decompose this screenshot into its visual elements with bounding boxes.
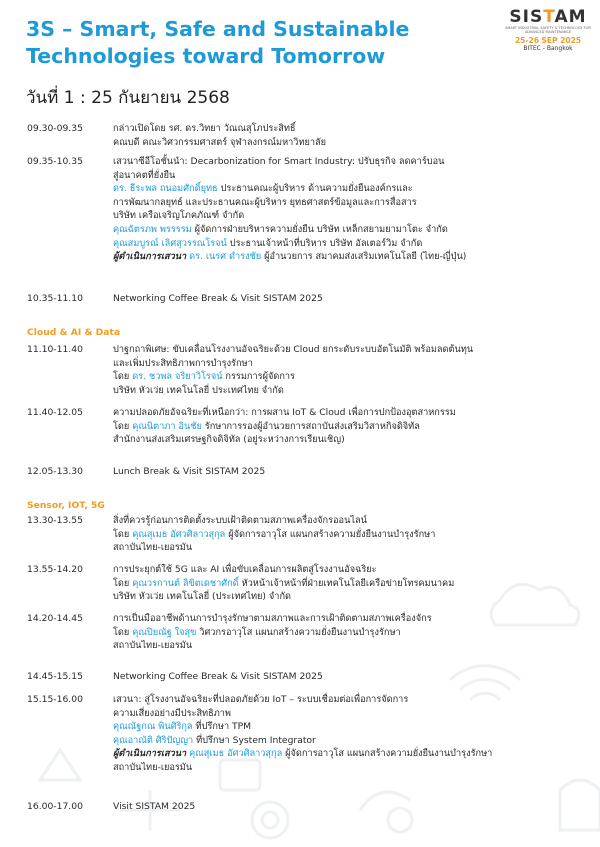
agenda-time: 11.10-11.40: [27, 344, 83, 355]
agenda-text: Lunch Break & Visit SISTAM 2025: [113, 466, 266, 477]
agenda-line: [113, 292, 600, 306]
agenda-line: [113, 541, 600, 555]
agenda-line: [113, 420, 600, 434]
agenda-line: [113, 670, 600, 684]
agenda-text: ปาฐกถาพิเศษ: ขับเคลื่อนโรงงานอัจฉริยะด้วย Cloud ยกระดับระบบอัตโนมัติ พร้อมลดต้นทุน: [113, 344, 474, 355]
section-label-sensor: Sensor, IOT, 5G: [27, 500, 105, 511]
speaker-name: คุณสุเมธ อัศวศิลาวสุกุล: [132, 528, 226, 540]
agenda-text: กรรมการผู้จัดการ: [222, 371, 295, 383]
speaker-name: คุณสมบูรณ์ เลิศสุวรรณโรจน์: [113, 237, 227, 249]
agenda-text: การประยุกต์ใช้ 5G และ AI เพื่อขับเคลื่อนการผลิตสู่โรงงานอัจฉริยะ: [113, 564, 377, 575]
agenda-line: [113, 639, 600, 653]
agenda-line: [113, 155, 600, 169]
agenda-description: [113, 612, 600, 653]
agenda-text: ความเสี่ยงอย่างมีประสิทธิภาพ: [113, 707, 231, 719]
agenda-text: เสวนา: สู่โรงงานอัจฉริยะที่ปลอดภัยด้วย IoT – ระบบเชื่อมต่อเพื่อการจัดการ: [113, 694, 409, 705]
agenda-time: 09.35-10.35: [27, 156, 83, 167]
agenda-time: 11.40-12.05: [27, 407, 83, 418]
agenda-time: 14.45-15.15: [27, 671, 83, 682]
agenda-text: และเพิ่มประสิทธิภาพการบำรุงรักษา: [113, 357, 253, 369]
agenda-line: [113, 223, 600, 237]
agenda-line: [113, 237, 600, 251]
agenda-line: [113, 734, 600, 748]
agenda-text: ประธานคณะผู้บริหาร ด้านความยั่งยืนองค์กรและ: [217, 183, 413, 195]
agenda-line: [113, 563, 600, 577]
agenda-line: [113, 800, 600, 814]
agenda-text: โดย: [113, 626, 133, 638]
agenda-text: การพัฒนากลยุทธ์ และประธานคณะผู้บริหาร ยุทธศาสตร์ข้อมูลและการสื่อสาร: [113, 196, 417, 208]
speaker-name: ดร. ชวพล จริยาวิโรจน์: [132, 371, 223, 383]
agenda-description: [113, 563, 600, 604]
agenda-description: [113, 465, 600, 479]
event-venue: BITEC - Bangkok: [523, 45, 573, 52]
speaker-name: คุณฉัตรภพ พรรรรม: [113, 223, 192, 235]
title-line-1: 3S – Smart, Safe and Sustainable: [26, 17, 410, 41]
agenda-text: สถาบันไทย-เยอรมัน: [113, 640, 193, 652]
agenda-text: หัวหน้าเจ้าหน้าที่ฝ่ายเทคโนโลยีเครือข่ายโทรคมนาคม: [238, 577, 455, 589]
speaker-name: คุณปิยณัฐ ใจสุข: [132, 626, 197, 638]
sistam-logo: [498, 8, 598, 53]
agenda-text: Networking Coffee Break & Visit SISTAM 2025: [113, 671, 323, 682]
section-label-cloud: Cloud & AI & Data: [27, 327, 121, 338]
agenda-time: 13.55-14.20: [27, 564, 83, 575]
agenda-line: [113, 250, 600, 264]
event-dates: 25-26 SEP 2025: [514, 36, 582, 45]
agenda-line: [113, 626, 600, 640]
moderator-label: ผู้ดำเนินการเสวนา: [113, 251, 187, 263]
agenda-line: [113, 528, 600, 542]
moderator-label: ผู้ดำเนินการเสวนา: [113, 748, 187, 760]
agenda-line: [113, 169, 600, 183]
agenda-description: [113, 514, 600, 555]
agenda-text: บริษัท หัวเว่ย เทคโนโลยี่ (ประเทศไทย) จำกัด: [113, 591, 291, 603]
agenda-text: ผู้จัดการอาวุโส แผนกสร้างความยั่งยืนงานบำรุงรักษา: [282, 748, 493, 760]
agenda-text: Visit SISTAM 2025: [113, 801, 196, 812]
agenda-line: [113, 612, 600, 626]
page-title: [26, 16, 409, 70]
agenda-time: 15.15-16.00: [27, 694, 83, 705]
agenda-text: ประธานเจ้าหน้าที่บริหาร บริษัท อัลเตอร์วิม จำกัด: [226, 237, 423, 249]
agenda-text: คณบดี คณะวิศวกรรมศาสตร์ จุฬาลงกรณ์มหาวิทยาลัย: [113, 136, 327, 148]
agenda-text: วิศวกรอาวุโส แผนกสร้างความยั่งยืนงานบำรุงรักษา: [196, 626, 401, 638]
agenda-text: สู่อนาคตที่ยั่งยืน: [113, 169, 176, 181]
agenda-text: การเป็นมืออาชีพด้านการบำรุงรักษาตามสภาพและการเฝ้าติดตามสภาพเครื่องจักร: [113, 613, 432, 624]
agenda-description: [113, 155, 600, 264]
agenda-description: [113, 670, 600, 684]
agenda-time: 14.20-14.45: [27, 613, 83, 624]
agenda-text: ผู้อำนวยการ สมาคมส่งเสริมเทคโนโลยี (ไทย-ญี่ปุ่น): [261, 251, 467, 263]
agenda-text: ที่ปรึกษา TPM: [192, 721, 252, 733]
agenda-line: [113, 357, 600, 371]
warning-icon: [40, 750, 80, 780]
logo-brand: SISTAM: [509, 7, 587, 27]
agenda-text: ผู้จัดการอาวุโส แผนกสร้างความยั่งยืนงานบำรุงรักษา: [225, 528, 436, 540]
agenda-line: [113, 182, 600, 196]
agenda-line: [113, 122, 600, 136]
speaker-name: คุณอาณัติ ศิริปัญญา: [113, 734, 194, 746]
agenda-text: ความปลอดภัยอัจฉริยะที่เหนือกว่า: การผสาน IoT & Cloud เพื่อการปกป้องอุตสาหกรรม: [113, 407, 456, 418]
agenda-line: [113, 761, 600, 775]
speaker-name: ดร. เนรศ ดำรงชัย: [186, 251, 262, 263]
agenda-line: [113, 465, 600, 479]
agenda-description: [113, 406, 600, 447]
agenda-description: [113, 693, 600, 775]
agenda-line: [113, 514, 600, 528]
agenda-line: [113, 433, 600, 447]
agenda-text: สถาบันไทย-เยอรมัน: [113, 542, 193, 554]
agenda-text: สำนักงานส่งเสริมเศรษฐกิจดิจิทัล (อยู่ระหว่างการเรียนเชิญ): [113, 434, 345, 446]
agenda-text: โดย: [113, 528, 133, 540]
agenda-line: [113, 343, 600, 357]
agenda-time: 16.00-17.00: [27, 801, 83, 812]
agenda-text: กล่าวเปิดโดย รศ. ดร.วิทยา วัณณสุโภประสิทธิ์: [113, 123, 296, 134]
agenda-line: [113, 693, 600, 707]
speaker-name: คุณนิตาภา อินชัย: [132, 420, 202, 432]
agenda-line: [113, 406, 600, 420]
agenda-line: [113, 196, 600, 210]
agenda-line: [113, 136, 600, 150]
speaker-name: ดร. ธีระพล ถนอมศักดิ์ยุทธ: [113, 183, 218, 195]
agenda-text: โดย: [113, 371, 133, 383]
agenda-text: บริษัท หัวเว่ย เทคโนโลยี่ ประเทศไทย จำกัด: [113, 384, 284, 396]
title-line-2: Technologies toward Tomorrow: [26, 44, 386, 68]
agenda-description: [113, 800, 600, 814]
agenda-text: บริษัท เครือเจริญโภคภัณฑ์ จำกัด: [113, 210, 245, 222]
speaker-name: คุณสุเมธ อัศวศิลาวสุกุล: [186, 748, 283, 760]
agenda-time: 10.35-11.10: [27, 293, 83, 304]
speaker-name: คุณวรกานต์ ลิขิตเดชาศักดิ์: [132, 577, 239, 589]
logo-tagline: SMART INDUSTRIAL SAFETY & TECHNOLOGY FOR ADVANCED MAINTENANCE: [505, 26, 591, 34]
agenda-line: [113, 370, 600, 384]
speaker-name: คุณณัฐกณ พินศิริกุล: [113, 721, 193, 733]
agenda-text: ผู้จัดการฝ่ายบริหารความยั่งยืน บริษัท เหล็กสยามยามาโตะ จำกัด: [191, 223, 448, 235]
agenda-time: 09.30-09.35: [27, 123, 83, 134]
agenda-line: [113, 209, 600, 223]
agenda-line: [113, 577, 600, 591]
agenda-line: [113, 747, 600, 761]
agenda-text: สถาบันไทย-เยอรมัน: [113, 761, 193, 773]
agenda-text: ที่ปรึกษา System Integrator: [193, 734, 316, 746]
agenda-time: 12.05-13.30: [27, 466, 83, 477]
agenda-description: [113, 343, 600, 397]
day-heading: วันที่ 1 : 25 กันยายน 2568: [26, 88, 230, 108]
agenda-text: Networking Coffee Break & Visit SISTAM 2025: [113, 293, 323, 304]
agenda-line: [113, 707, 600, 721]
agenda-text: โดย: [113, 420, 133, 432]
agenda-text: สิ่งที่ควรรู้ก่อนการติดตั้งระบบเฝ้าติดตามสภาพเครื่องจักรออนไลน์: [113, 515, 367, 526]
agenda-text: รักษาการรองผู้อำนวยการสถาบันส่งเสริมวิสาหกิจดิจิทัล: [201, 420, 420, 432]
agenda-description: [113, 292, 600, 306]
agenda-line: [113, 590, 600, 604]
agenda-description: [113, 122, 600, 149]
agenda-text: โดย: [113, 577, 133, 589]
agenda-text: เสวนาซีอีโอชั้นนำ: Decarbonization for Smart Industry: ปรับธุรกิจ ลดคาร์บอน: [113, 156, 445, 167]
agenda-time: 13.30-13.55: [27, 515, 83, 526]
agenda-line: [113, 384, 600, 398]
agenda-line: [113, 720, 600, 734]
